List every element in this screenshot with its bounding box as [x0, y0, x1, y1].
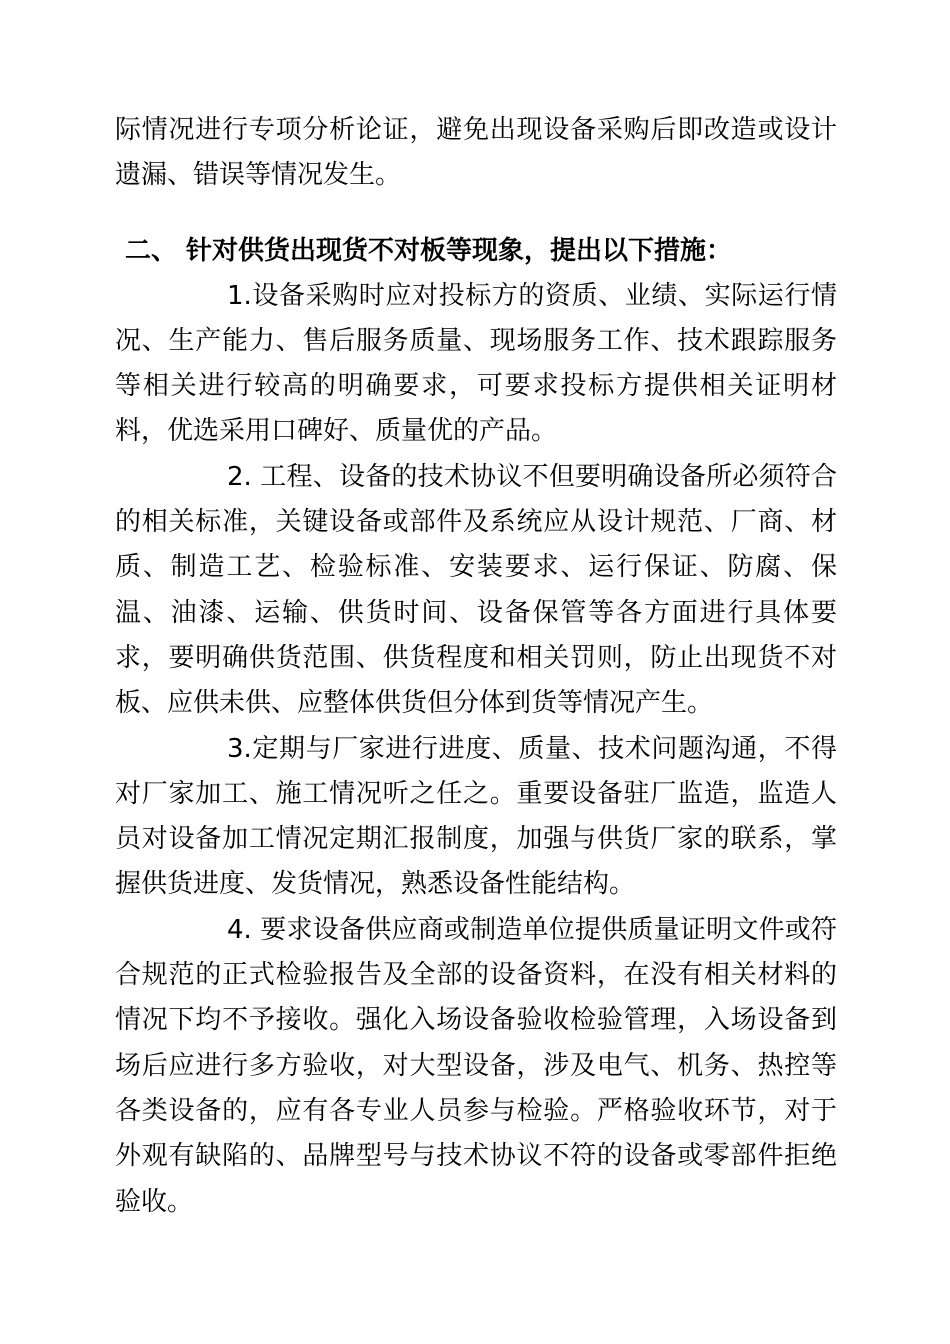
document-page: [115, 108, 837, 1225]
section-heading: 二、 针对供货出现货不对板等现象，提出以下措施：: [125, 235, 733, 266]
list-item-1: 1.设备采购时应对投标方的资质、业绩、实际运行情况、生产能力、售后服务质量、现场服务工作、技术跟踪服务等相关进行较高的明确要求，可要求投标方提供相关证明材料，优选采用口碑好、质量优的产品。: [115, 280, 837, 447]
spacer: [115, 199, 837, 229]
list-item-3: 3.定期与厂家进行进度、质量、技术问题沟通，不得对厂家加工、施工情况听之任之。重要设备驻厂监造，监造人员对设备加工情况定期汇报制度，加强与供货厂家的联系，掌握供货进度、发货情况，熟悉设备性能结构。: [115, 733, 837, 900]
list-item-4: 4. 要求设备供应商或制造单位提供质量证明文件或符合规范的正式检验报告及全部的设备资料，在没有相关材料的情况下均不予接收。强化入场设备验收检验管理，入场设备到场后应进行多方验收，对大型设备，涉及电气、机务、热控等各类设备的，应有各专业人员参与检验。严格验收环节，对于外观有缺陷的、品牌型号与技术协议不符的设备或零部件拒绝验收。: [115, 914, 837, 1217]
list-item-2: 2. 工程、设备的技术协议不但要明确设备所必须符合的相关标准，关键设备或部件及系统应从设计规范、厂商、材质、制造工艺、检验标准、安装要求、运行保证、防腐、保温、油漆、运输、供货时间、设备保管等各方面进行具体要求，要明确供货范围、供货程度和相关罚则，防止出现货不对板、应供未供、应整体供货但分体到货等情况产生。: [115, 461, 837, 719]
intro-paragraph: 际情况进行专项分析论证，避免出现设备采购后即改造或设计遗漏、错误等情况发生。: [115, 115, 837, 191]
